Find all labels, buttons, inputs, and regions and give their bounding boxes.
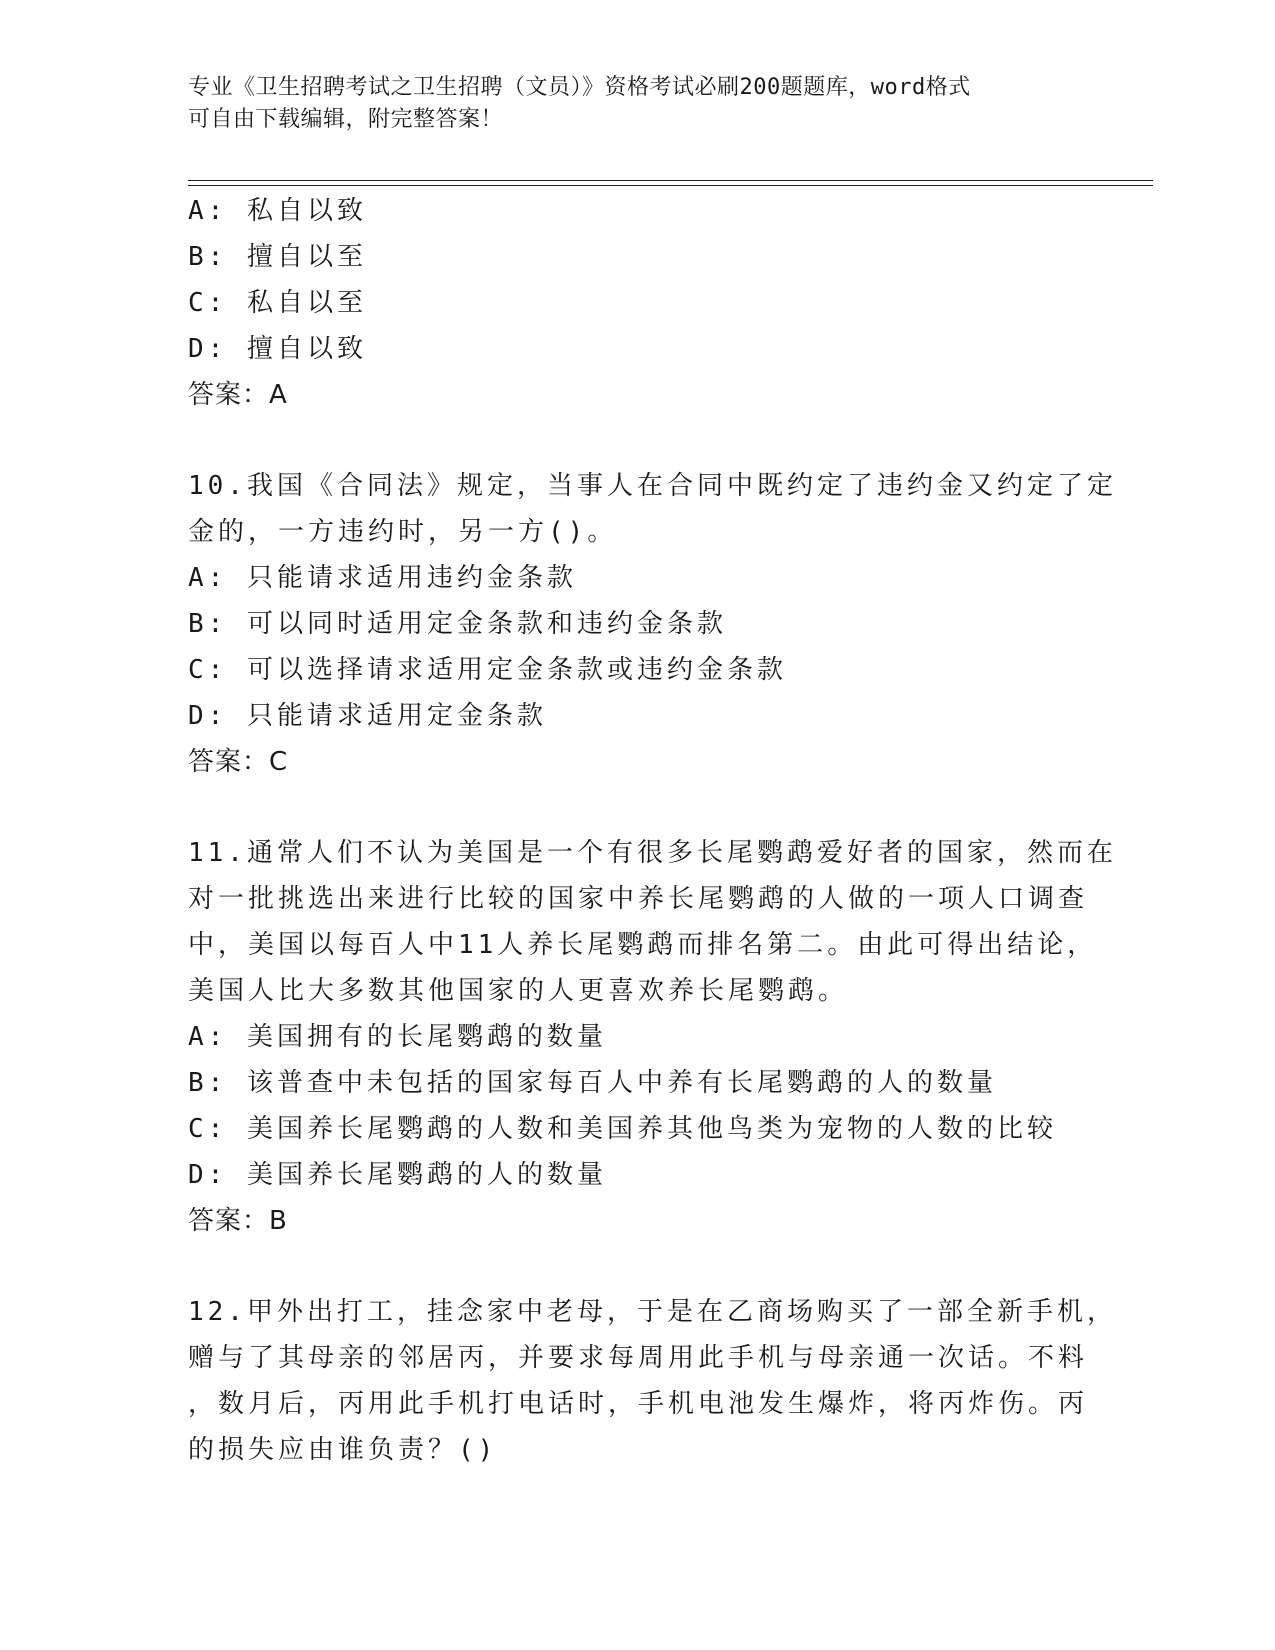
header-divider-bottom <box>188 185 1153 186</box>
spacer <box>188 418 1088 463</box>
option-d: D: 只能请求适用定金条款 <box>188 701 547 731</box>
header-title-line-1: 专业《卫生招聘考试之卫生招聘（文员）》资格考试必刷200题题库，word格式 <box>188 75 971 100</box>
option-b: B: 可以同时适用定金条款和违约金条款 <box>188 609 727 639</box>
stem-line: 赠与了其母亲的邻居丙，并要求每周用此手机与母亲通一次话。不料 <box>188 1343 1089 1373</box>
stem-line: 12.甲外出打工，挂念家中老母，于是在乙商场购买了一部全新手机， <box>188 1297 1117 1327</box>
option-a: A: 只能请求适用违约金条款 <box>188 563 577 593</box>
answer: 答案：A <box>188 380 288 410</box>
stem-line: 10.我国《合同法》规定，当事人在合同中既约定了违约金又约定了定 <box>188 471 1117 501</box>
question-stem <box>188 1289 1117 1473</box>
stem-line: 对一批挑选出来进行比较的国家中养长尾鹦鹉的人做的一项人口调查 <box>188 884 1089 914</box>
option-b: B: 擅自以至 <box>188 242 367 272</box>
stem-line: 11.通常人们不认为美国是一个有很多长尾鹦鹉爱好者的国家，然而在 <box>188 838 1117 868</box>
stem-line: 美国人比大多数其他国家的人更喜欢养长尾鹦鹉。 <box>188 976 849 1006</box>
answer: 答案：C <box>188 747 289 777</box>
question-12 <box>188 1289 1117 1473</box>
option-d: D: 美国养长尾鹦鹉的人的数量 <box>188 1160 607 1190</box>
document-body <box>188 188 1117 1473</box>
question-9 <box>188 188 1088 418</box>
stem-line: 的损失应由谁负责？() <box>188 1435 498 1465</box>
option-c: C: 可以选择请求适用定金条款或违约金条款 <box>188 655 787 685</box>
option-a: A: 私自以致 <box>188 196 367 226</box>
option-c: C: 私自以至 <box>188 288 367 318</box>
stem-line: ，数月后，丙用此手机打电话时，手机电池发生爆炸，将丙炸伤。丙 <box>188 1389 1089 1419</box>
question-11 <box>188 830 1117 1244</box>
question-10 <box>188 463 1117 785</box>
question-stem <box>188 830 1117 1014</box>
header-divider-top <box>188 180 1153 181</box>
question-stem <box>188 463 1117 555</box>
option-c: C: 美国养长尾鹦鹉的人数和美国养其他鸟类为宠物的人数的比较 <box>188 1114 1057 1144</box>
document-header <box>188 72 1088 136</box>
option-d: D: 擅自以致 <box>188 334 367 364</box>
stem-line: 中，美国以每百人中11人养长尾鹦鹉而排名第二。由此可得出结论， <box>188 930 1098 960</box>
answer: 答案：B <box>188 1206 288 1236</box>
header-title-line-2: 可自由下载编辑，附完整答案！ <box>188 107 504 132</box>
option-b: B: 该普查中未包括的国家每百人中养有长尾鹦鹉的人的数量 <box>188 1068 997 1098</box>
spacer <box>188 1244 1088 1289</box>
option-a: A: 美国拥有的长尾鹦鹉的数量 <box>188 1022 607 1052</box>
stem-line: 金的，一方违约时，另一方()。 <box>188 517 618 547</box>
spacer <box>188 785 1088 830</box>
